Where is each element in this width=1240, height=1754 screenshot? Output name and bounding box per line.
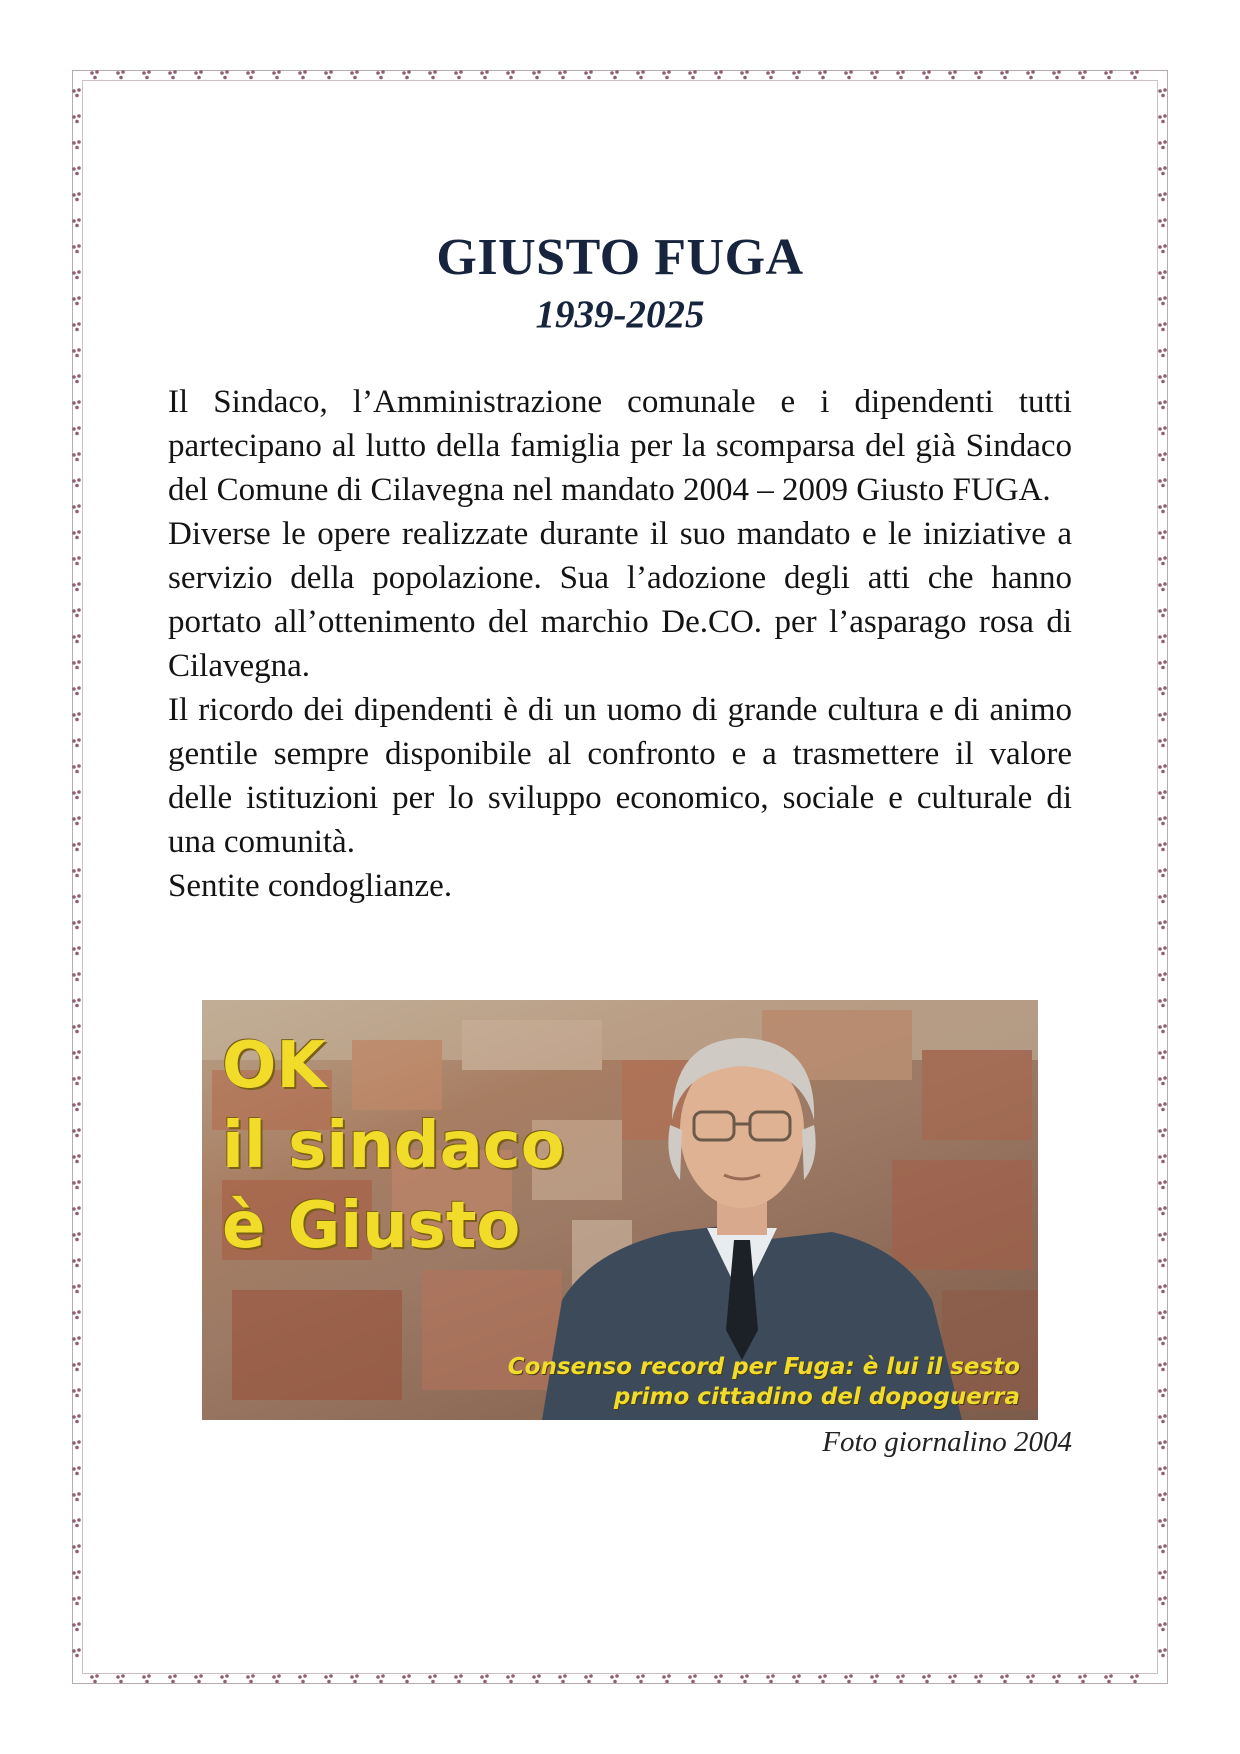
tagline-line-1: Consenso record per Fuga: è lui il sesto [507, 1354, 1020, 1380]
paragraph-condolence: Il Sindaco, l’Amministrazione comunale e i dipendenti tutti partecipano al lutto della famiglia per la scomparsa del già Sindaco del Comune di Cilavegna nel mandato 2004 – 2009 Giusto FUGA. [168, 384, 1072, 508]
photo-headline [222, 1026, 565, 1266]
life-years: 1939-2025 [535, 293, 705, 336]
headline-line-sindaco: il sindaco [222, 1109, 565, 1183]
photo-caption: Foto giornalino 2004 [822, 1426, 1072, 1458]
paragraph-works: Diverse le opere realizzate durante il suo mandato e le iniziative a servizio della popolazione. Sua l’adozione degli atti che hanno portato all’ottenimento del marchio De.CO. per l’asparago rosa di Cilavegna. [168, 516, 1072, 684]
headline-line-ok: OK [222, 1029, 326, 1103]
paragraph-closing: Sentite condoglianze. [168, 868, 453, 904]
tagline-line-2: primo cittadino del dopoguerra [613, 1384, 1020, 1410]
notice-body [168, 380, 1072, 908]
page-title: GIUSTO FUGA [436, 229, 804, 286]
headline-line-giusto: è Giusto [222, 1189, 521, 1263]
newspaper-photo [202, 1000, 1038, 1420]
paragraph-memory: Il ricordo dei dipendenti è di un uomo di grande cultura e di animo gentile sempre disponibile al confronto e a trasmettere il valore delle istituzioni per lo sviluppo economico, sociale e culturale di una comunità. [168, 692, 1072, 860]
photo-tagline [508, 1352, 1020, 1412]
